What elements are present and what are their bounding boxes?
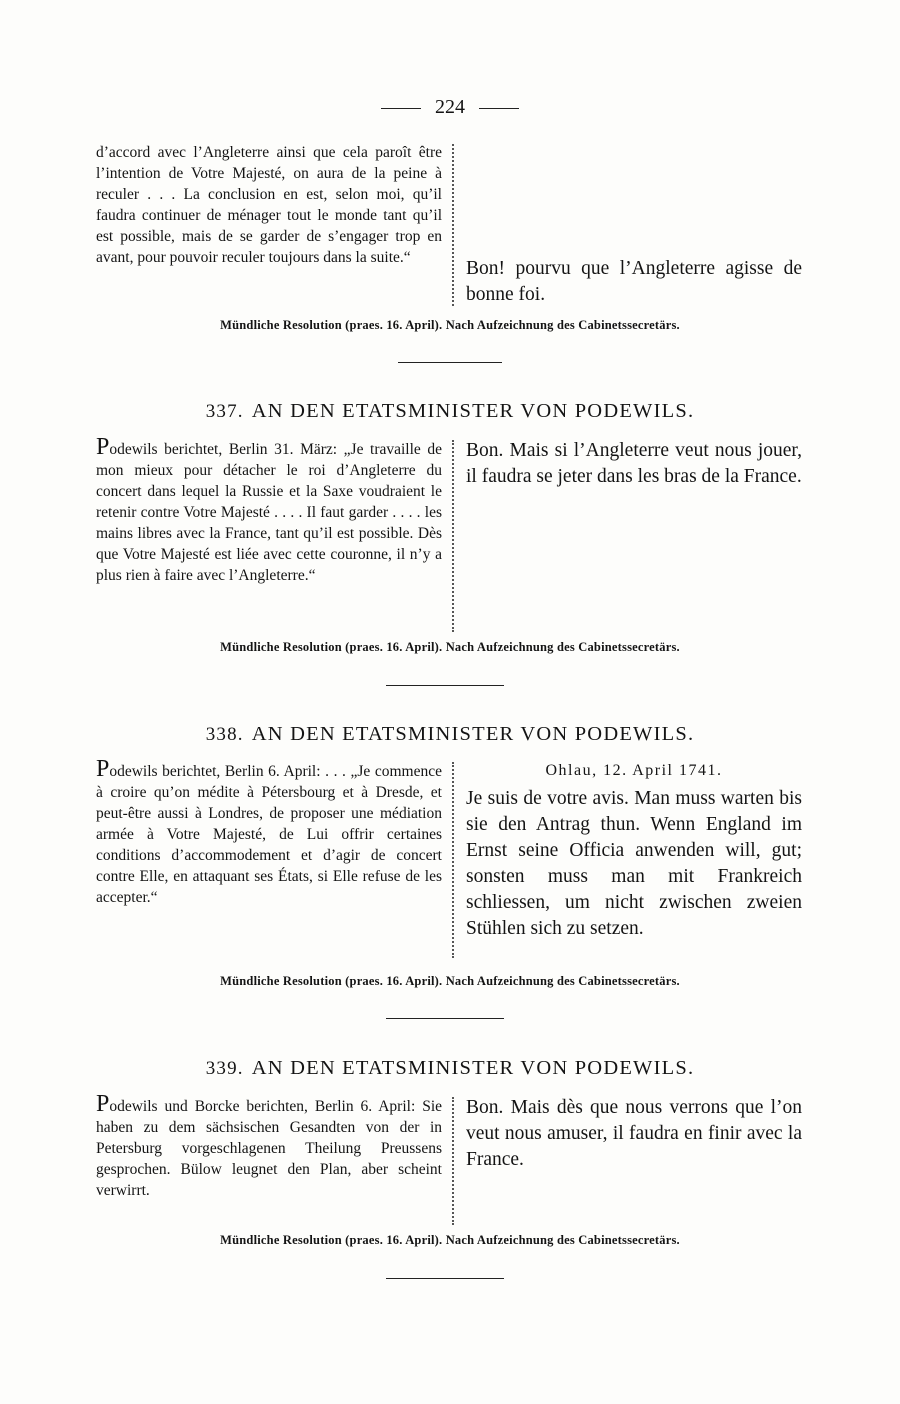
document-block-338 bbox=[96, 756, 802, 970]
letter-heading bbox=[0, 1057, 900, 1080]
letter-heading bbox=[0, 723, 900, 746]
dateline: Ohlau, 12. April 1741. bbox=[545, 762, 723, 779]
section-rule bbox=[386, 685, 504, 686]
section-rule bbox=[386, 1278, 504, 1279]
drop-cap: P bbox=[96, 756, 110, 782]
letter-number: 338. bbox=[205, 724, 244, 745]
report-excerpt-text: odewils berichtet, Berlin 31. März: „Je travaille de mon mieux pour détacher le roi d’Angleterre du concert dans lequel la Russie et la Saxe voudraient le retenir contre Votre Majesté . . . . Il faut garder . . . . les mains libres avec la France, tant qu’il est possible. Dès que Votre Majesté est liée avec cette couronne, il n’y a plus rien à faire avec l’Angleterre.“ bbox=[96, 441, 442, 584]
column-separator bbox=[452, 762, 454, 958]
report-excerpt bbox=[96, 1091, 442, 1201]
royal-response bbox=[466, 256, 802, 308]
report-excerpt-text: d’accord avec l’Angleterre ainsi que cela paroît être l’intention de Votre Majesté, on aura de la peine à reculer . . . La conclusion en est, selon moi, qu’il faudra continuer de ménager tout le monde tant qu’il est possible, mais de se garder de s’engager trop en avant, pour pouvoir reculer toujours dans la suite.“ bbox=[96, 144, 442, 266]
column-separator bbox=[452, 144, 454, 306]
report-excerpt-text: odewils und Borcke berichten, Berlin 6. April: Sie haben zu dem sächsischen Gesandten von der in Petersburg vorgeschlagenen Theilung Preussens gesprochen. Bülow leugnet den Plan, aber scheint verwirrt. bbox=[96, 1098, 442, 1199]
royal-response bbox=[466, 438, 802, 490]
report-excerpt bbox=[96, 756, 442, 908]
letter-title: AN DEN ETATSMINISTER VON PODEWILS. bbox=[251, 400, 695, 422]
royal-response-text: Je suis de votre avis. Man muss warten bis sie den Antrag thun. Wenn England im Ernst seine Officia anwenden will, gut; sonsten muss man mit Frankreich schliessen, um nicht zwischen zweien Stühlen sich zu setzen. bbox=[466, 788, 802, 939]
report-excerpt-paragraph bbox=[96, 434, 442, 586]
letter-title: AN DEN ETATSMINISTER VON PODEWILS. bbox=[251, 723, 695, 745]
column-separator bbox=[452, 1097, 454, 1225]
resolution-note: Mündliche Resolution (praes. 16. April). Nach Aufzeichnung des Cabinetssecretärs. bbox=[220, 1233, 680, 1247]
page-number-dash-left bbox=[381, 108, 421, 109]
column-separator bbox=[452, 440, 454, 632]
letter-title: AN DEN ETATSMINISTER VON PODEWILS. bbox=[251, 1057, 695, 1079]
report-excerpt bbox=[96, 434, 442, 586]
report-excerpt-paragraph bbox=[96, 756, 442, 908]
letter-heading bbox=[0, 400, 900, 423]
section-rule bbox=[386, 1018, 504, 1019]
letter-number: 339. bbox=[205, 1058, 244, 1079]
report-excerpt-text: odewils berichtet, Berlin 6. April: . . . „Je commence à croire qu’on médite à Pétersbourg et à Dresde, et peut-être aussi à Londres, de proposer une médiation armée à Votre Majesté, de Lui offrir certaines conditions d’accommodement et d’agir de concert contre Elle, en attaquant ses États, si Elle refuse de les accepter.“ bbox=[96, 763, 442, 906]
report-excerpt-paragraph bbox=[96, 1091, 442, 1201]
letter-number: 337. bbox=[205, 401, 244, 422]
resolution-note: Mündliche Resolution (praes. 16. April). Nach Aufzeichnung des Cabinetssecretärs. bbox=[220, 318, 680, 332]
royal-response-text: Bon. Mais dès que nous verrons que l’on veut nous amuser, il faudra en finir avec la France. bbox=[466, 1097, 802, 1170]
royal-response bbox=[466, 1095, 802, 1173]
resolution-note: Mündliche Resolution (praes. 16. April). Nach Aufzeichnung des Cabinetssecretärs. bbox=[220, 974, 680, 988]
document-block-337 bbox=[96, 434, 802, 638]
page-number bbox=[0, 96, 900, 119]
drop-cap: P bbox=[96, 1091, 110, 1117]
resolution-note: Mündliche Resolution (praes. 16. April). Nach Aufzeichnung des Cabinetssecretärs. bbox=[220, 640, 680, 654]
page-number-text: 224 bbox=[435, 96, 465, 118]
document-block-339 bbox=[96, 1091, 802, 1230]
royal-response-text: Bon! pourvu que l’Angleterre agisse de bonne foi. bbox=[466, 258, 802, 305]
royal-response bbox=[466, 758, 802, 942]
report-excerpt bbox=[96, 142, 442, 268]
royal-response-text: Bon. Mais si l’Angleterre veut nous jouer, il faudra se jeter dans les bras de la France. bbox=[466, 440, 802, 487]
document-block-continuation bbox=[96, 142, 802, 312]
section-rule bbox=[398, 362, 502, 363]
page-number-dash-right bbox=[479, 108, 519, 109]
drop-cap: P bbox=[96, 434, 110, 460]
